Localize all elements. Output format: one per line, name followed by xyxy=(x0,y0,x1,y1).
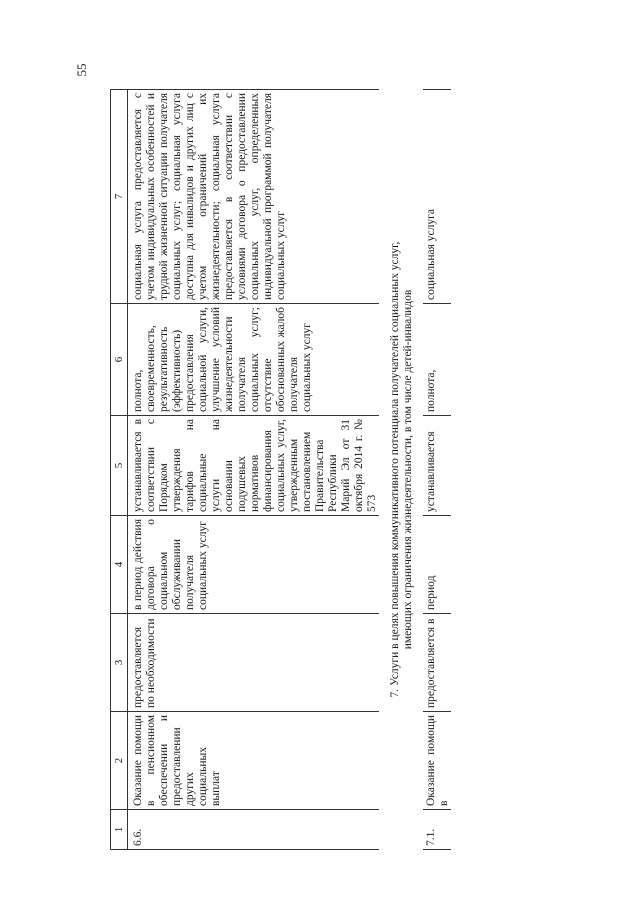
section-7-heading-line-1: 7. Услуги в целях повышения коммуникативного потенциала получателей социальных услуг, xyxy=(389,241,401,698)
table-row-7-1 xyxy=(423,90,451,850)
section-7-heading-line-2: имеющих ограничения жизнедеятельности, в том числе детей-инвалидов xyxy=(402,289,414,650)
row-number: 7.1. xyxy=(423,810,451,850)
service-name: Оказание помощи в пенсионном обеспечении и предоставлении других социальных выплат xyxy=(128,712,380,810)
column-header-1: 1 xyxy=(111,810,128,850)
column-header-6: 6 xyxy=(111,304,128,416)
service-tariff: устанавливается в соответствии с Порядком утверждения тарифов на социальные услуги на основании подушевых нормативов финансирования социальных услуг, утвержденным постановлением Правительства Республики Марий Эл от 31 октября 2014 г. № 573 xyxy=(128,416,380,516)
service-name: Оказание помощи в xyxy=(423,712,451,810)
column-header-3: 3 xyxy=(111,614,128,712)
service-period: в период действия договора о социальном обслуживании получателя социальных услуг xyxy=(128,516,380,614)
section-7-heading xyxy=(379,90,423,850)
services-table xyxy=(110,89,451,850)
section-heading-row xyxy=(379,90,423,850)
service-conditions: социальная услуга предоставляется с учетом индивидуальных особенностей и трудной жизненной ситуации получателя социальных услуг; социальная услуга доступна для инвалидов и других лиц с учетом ограничений их жизнедеятельности; социальная услуга предоставляется в соответствии с условиями договора о предоставлении социальных услуг, определенных индивидуальной программой получателя социальных услуг xyxy=(128,90,380,304)
rotated-table-container xyxy=(110,90,530,850)
service-quality-indicators: полнота, xyxy=(423,304,451,416)
service-frequency: предоставляется по необходимости xyxy=(128,614,380,712)
column-header-7: 7 xyxy=(111,90,128,304)
table-row-6-6 xyxy=(128,90,380,850)
service-conditions: социальная услуга xyxy=(423,90,451,304)
page-number: 55 xyxy=(74,63,89,77)
service-frequency: предоставляется в xyxy=(423,614,451,712)
column-header-4: 4 xyxy=(111,516,128,614)
column-header-2: 2 xyxy=(111,712,128,810)
service-period: период xyxy=(423,516,451,614)
service-tariff: устанавливается xyxy=(423,416,451,516)
service-quality-indicators: полнота, своевременность, результативность (эффективность) предоставления социальной услуги, улучшение условий жизнедеятельности получателя социальных услуг; отсутствие обоснованных жалоб получателя социальных услуг xyxy=(128,304,380,416)
column-number-header xyxy=(111,90,128,850)
row-number: 6.6. xyxy=(128,810,380,850)
column-header-5: 5 xyxy=(111,416,128,516)
